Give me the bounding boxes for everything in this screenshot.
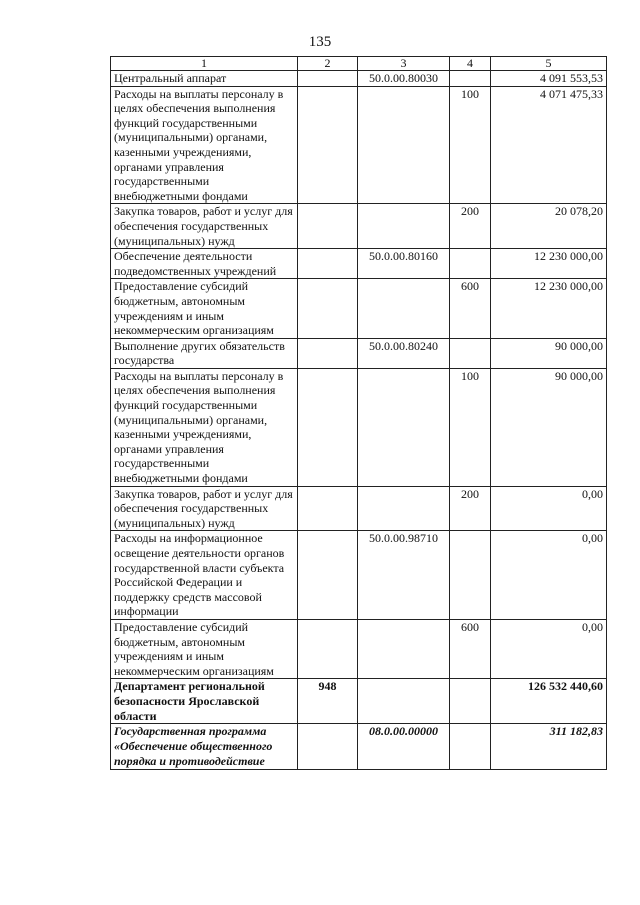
row-amount-cell: 311 182,83 (491, 724, 607, 770)
row-name-cell: Центральный аппарат (111, 71, 298, 87)
row-name-cell: Обеспечение деятельности подведомственных учреждений (111, 249, 298, 279)
row-name-cell: Департамент региональной безопасности Ярославской области (111, 679, 298, 724)
row-name-cell: Предоставление субсидий бюджетным, автономным учреждениям и иным некоммерческим организациям (111, 619, 298, 678)
row-name-cell: Государственная программа «Обеспечение общественного порядка и противодействие (111, 724, 298, 770)
row-name-cell: Выполнение других обязательств государства (111, 338, 298, 368)
column-header-3: 3 (358, 57, 450, 71)
table-row (111, 679, 607, 724)
table-row (111, 486, 607, 531)
row-amount-cell: 0,00 (491, 531, 607, 620)
row-code-cell (298, 71, 358, 87)
table-row (111, 338, 607, 368)
row-type-cell: 100 (450, 86, 491, 204)
row-code-cell (298, 486, 358, 531)
table-row (111, 619, 607, 678)
page-number: 135 (308, 34, 332, 50)
table-row (111, 724, 607, 770)
row-type-cell: 600 (450, 279, 491, 338)
row-amount-cell: 20 078,20 (491, 204, 607, 249)
row-amount-cell: 0,00 (491, 486, 607, 531)
row-target-cell: 08.0.00.00000 (358, 724, 450, 770)
row-amount-cell: 12 230 000,00 (491, 279, 607, 338)
budget-table (110, 56, 607, 770)
row-code-cell (298, 619, 358, 678)
column-header-5: 5 (491, 57, 607, 71)
row-name-cell: Предоставление субсидий бюджетным, автономным учреждениям и иным некоммерческим организациям (111, 279, 298, 338)
row-type-cell (450, 249, 491, 279)
row-name-cell: Расходы на информационное освещение деятельности органов государственной власти субъекта Российской Федерации и поддержку средств массовой информации (111, 531, 298, 620)
column-number-row (111, 57, 607, 71)
row-code-cell (298, 86, 358, 204)
row-code-cell (298, 531, 358, 620)
row-name-cell: Расходы на выплаты персоналу в целях обеспечения выполнения функций государственными (муниципальными) органами, казенными учреждениями, органами управления государственными внебюджетными фондами (111, 86, 298, 204)
row-type-cell: 200 (450, 204, 491, 249)
row-target-cell: 50.0.00.80160 (358, 249, 450, 279)
row-code-cell (298, 368, 358, 486)
table-row (111, 249, 607, 279)
row-type-cell (450, 724, 491, 770)
row-target-cell (358, 86, 450, 204)
row-code-cell: 948 (298, 679, 358, 724)
row-type-cell: 600 (450, 619, 491, 678)
row-target-cell: 50.0.00.98710 (358, 531, 450, 620)
row-code-cell (298, 724, 358, 770)
row-amount-cell: 12 230 000,00 (491, 249, 607, 279)
row-amount-cell: 90 000,00 (491, 368, 607, 486)
table-row (111, 279, 607, 338)
row-code-cell (298, 249, 358, 279)
row-type-cell (450, 679, 491, 724)
row-target-cell: 50.0.00.80030 (358, 71, 450, 87)
row-name-cell: Закупка товаров, работ и услуг для обеспечения государственных (муниципальных) нужд (111, 486, 298, 531)
row-target-cell (358, 279, 450, 338)
row-type-cell: 100 (450, 368, 491, 486)
table-row (111, 86, 607, 204)
row-target-cell (358, 679, 450, 724)
table-row (111, 531, 607, 620)
row-target-cell (358, 619, 450, 678)
row-name-cell: Расходы на выплаты персоналу в целях обеспечения выполнения функций государственными (муниципальными) органами, казенными учреждениями, органами управления государственными внебюджетными фондами (111, 368, 298, 486)
row-code-cell (298, 204, 358, 249)
row-target-cell: 50.0.00.80240 (358, 338, 450, 368)
table-row (111, 204, 607, 249)
row-type-cell: 200 (450, 486, 491, 531)
column-header-1: 1 (111, 57, 298, 71)
row-name-cell: Закупка товаров, работ и услуг для обеспечения государственных (муниципальных) нужд (111, 204, 298, 249)
row-amount-cell: 4 071 475,33 (491, 86, 607, 204)
row-amount-cell: 4 091 553,53 (491, 71, 607, 87)
row-target-cell (358, 368, 450, 486)
column-header-2: 2 (298, 57, 358, 71)
column-header-4: 4 (450, 57, 491, 71)
table-row (111, 368, 607, 486)
row-target-cell (358, 204, 450, 249)
row-amount-cell: 90 000,00 (491, 338, 607, 368)
row-amount-cell: 0,00 (491, 619, 607, 678)
table-row (111, 71, 607, 87)
row-type-cell (450, 71, 491, 87)
row-amount-cell: 126 532 440,60 (491, 679, 607, 724)
row-type-cell (450, 531, 491, 620)
row-code-cell (298, 338, 358, 368)
row-code-cell (298, 279, 358, 338)
row-type-cell (450, 338, 491, 368)
row-target-cell (358, 486, 450, 531)
